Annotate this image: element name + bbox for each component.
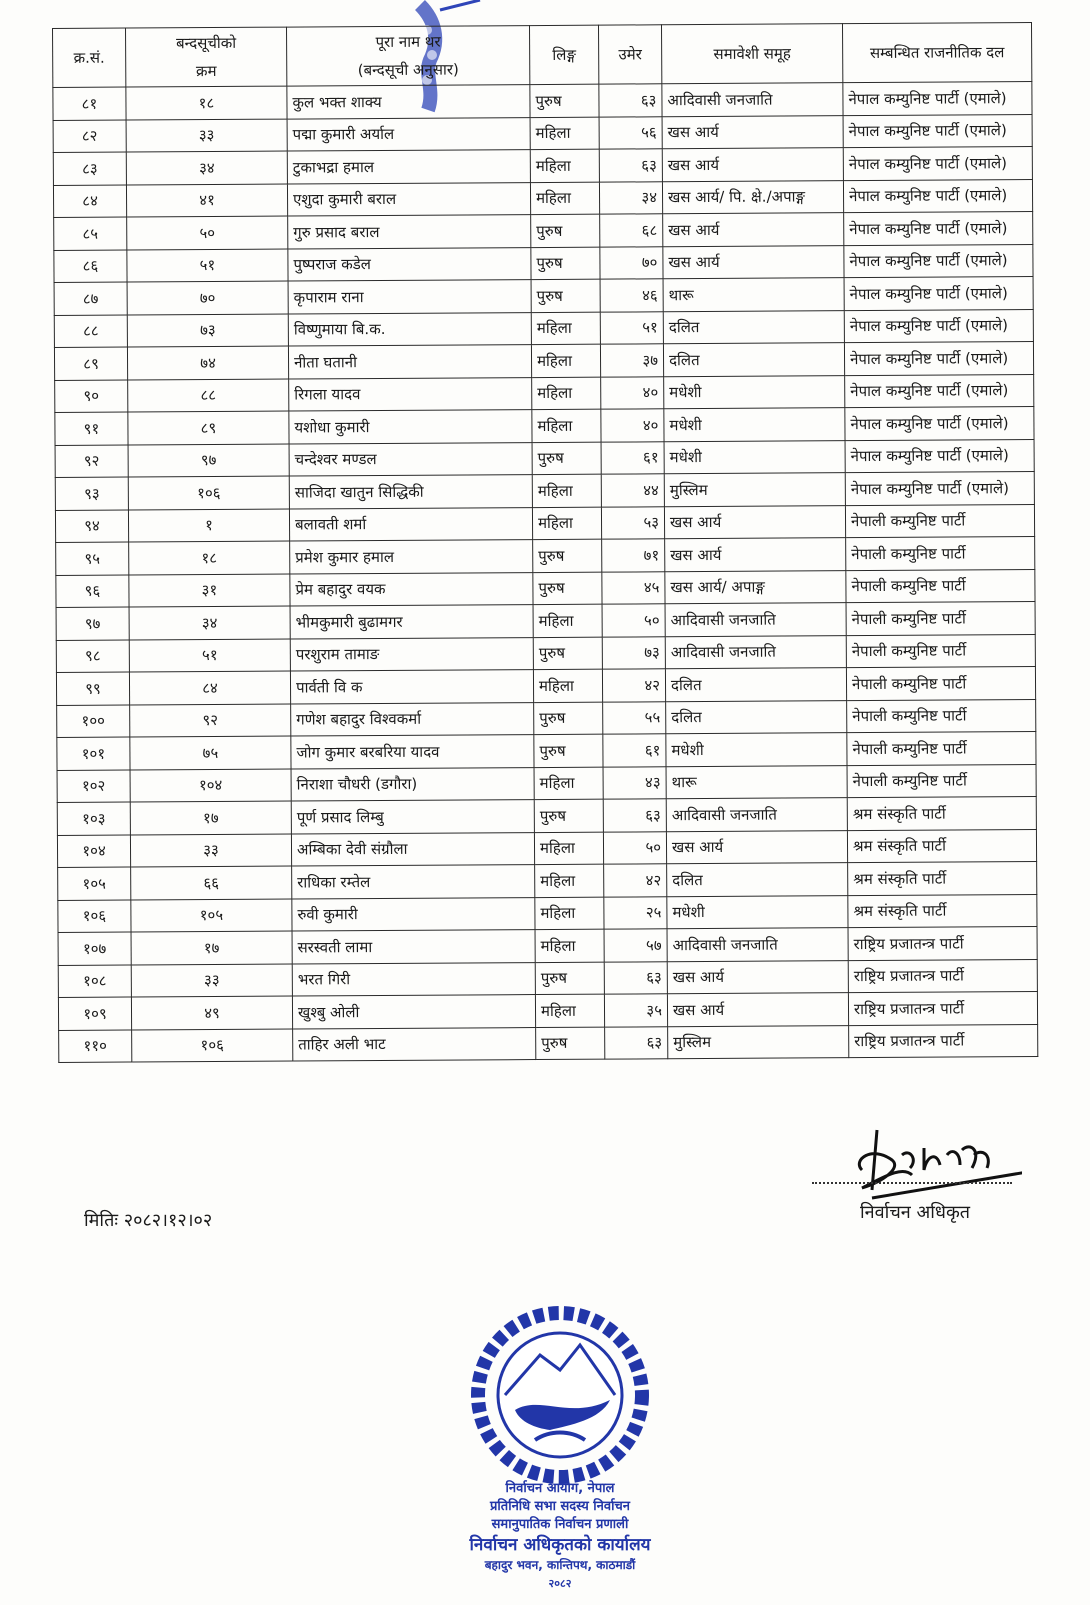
cell-closed-list-order: ७४ [127,346,288,379]
seal-text-line-6: २०८२ [548,1577,572,1590]
candidate-closed-list-table [52,22,1038,1063]
cell-serial: ८३ [53,152,126,185]
table-header-row [53,23,1032,88]
cell-political-party: श्रम संस्कृति पार्टी [847,797,1036,831]
cell-serial: १०९ [58,997,131,1030]
cell-gender: पुरुष [533,539,602,572]
cell-political-party: राष्ट्रिय प्रजातन्त्र पार्टी [848,959,1037,993]
office-seal [460,1300,660,1600]
cell-full-name: नीता घतानी [288,345,531,379]
cell-political-party: नेपाल कम्युनिष्ट पार्टी (एमाले) [845,439,1034,473]
cell-inclusive-group: खस आर्य/ पि. क्षे./अपाङ्ग [662,180,843,214]
cell-closed-list-order: ३३ [126,119,287,152]
cell-political-party: नेपाल कम्युनिष्ट पार्टी (एमाले) [844,342,1033,376]
cell-full-name: पूर्ण प्रसाद लिम्बु [291,800,534,834]
cell-inclusive-group: खस आर्य [664,505,845,539]
cell-full-name: प्रेम बहादुर वयक [290,572,533,606]
cell-serial: ९८ [56,640,129,673]
cell-age: ४२ [604,864,667,897]
signatory-title: निर्वाचन अधिकृत [860,1202,971,1223]
cell-serial: ८५ [54,217,127,250]
cell-inclusive-group: आदिवासी जनजाति [666,798,847,832]
cell-political-party: नेपाली कम्युनिष्ट पार्टी [846,537,1035,571]
cell-political-party: नेपाल कम्युनिष्ट पार्टी (एमाले) [843,147,1032,181]
seal-text-line-3: समानुपातिक निर्वाचन प्रणाली [491,1517,629,1532]
cell-closed-list-order: ३४ [126,151,287,184]
cell-age: ४४ [601,474,664,507]
handwritten-signature [832,1120,1022,1200]
table-body [53,82,1038,1063]
cell-political-party: नेपाली कम्युनिष्ट पार्टी [847,699,1036,733]
cell-gender: महिला [532,409,601,442]
header-age: उमेर [598,25,661,84]
cell-serial: १०० [57,705,130,738]
cell-political-party: नेपाल कम्युनिष्ट पार्टी (एमाले) [843,114,1032,148]
cell-political-party: नेपाली कम्युनिष्ट पार्टी [847,764,1036,798]
cell-political-party: नेपाली कम्युनिष्ट पार्टी [847,732,1036,766]
cell-full-name: जोग कुमार बरबरिया यादव [291,735,534,769]
cell-closed-list-order: ७० [127,281,288,314]
cell-inclusive-group: मुस्लिम [668,1025,849,1059]
cell-gender: महिला [530,149,599,182]
cell-closed-list-order: ४१ [126,184,287,217]
cell-full-name: पार्वती वि क [290,670,533,704]
cell-serial: १०६ [58,900,131,933]
cell-serial: ९६ [56,575,129,608]
cell-serial: ११० [59,1030,132,1063]
cell-serial: ९५ [56,542,129,575]
cell-closed-list-order: १०६ [132,1029,293,1062]
cell-serial: ८८ [54,315,127,348]
cell-full-name: एशुदा कुमारी बराल [287,182,530,216]
cell-full-name: रुवी कुमारी [292,897,535,931]
cell-age: ४२ [602,669,665,702]
cell-full-name: कुल भक्त शाक्य [287,85,530,119]
cell-full-name: अम्बिका देवी संग्रौला [291,832,534,866]
cell-gender: पुरुष [533,572,602,605]
cell-inclusive-group: मुस्लिम [664,473,845,507]
cell-gender: पुरुष [536,1027,605,1060]
cell-inclusive-group: मधेशी [664,440,845,474]
cell-full-name: पुष्पराज कडेल [288,247,531,281]
header-inclusive-group: समावेशी समूह [661,24,842,84]
cell-gender: पुरुष [531,279,600,312]
cell-full-name: विष्णुमाया बि.क. [288,312,531,346]
cell-political-party: नेपाल कम्युनिष्ट पार्टी (एमाले) [845,472,1034,506]
cell-closed-list-order: ३३ [130,834,291,867]
date-value: २०८२।१२।०२ [123,1210,213,1231]
cell-full-name: प्रमेश कुमार हमाल [290,540,533,574]
cell-closed-list-order: ५१ [127,249,288,282]
cell-serial: ८२ [53,120,126,153]
cell-serial: ९४ [55,510,128,543]
cell-serial: १०३ [57,802,130,835]
cell-serial: ९७ [56,607,129,640]
cell-closed-list-order: ५० [127,216,288,249]
cell-age: ५७ [604,929,667,962]
cell-closed-list-order: ४९ [131,996,292,1029]
cell-political-party: नेपाल कम्युनिष्ट पार्टी (एमाले) [843,179,1032,213]
cell-closed-list-order: १८ [126,86,287,119]
cell-political-party: नेपाली कम्युनिष्ट पार्टी [845,504,1034,538]
cell-closed-list-order: १०५ [131,899,292,932]
cell-age: ५५ [603,701,666,734]
cell-closed-list-order: १ [128,509,289,542]
cell-full-name: गुरु प्रसाद बराल [288,215,531,249]
cell-closed-list-order: ९२ [130,704,291,737]
signature-line [812,1182,1012,1184]
cell-age: ६३ [599,149,662,182]
cell-age: ६१ [603,734,666,767]
cell-full-name: खुश्बु ओली [292,995,535,1029]
cell-closed-list-order: ६६ [131,866,292,899]
cell-serial: १०८ [58,965,131,998]
cell-political-party: नेपाल कम्युनिष्ट पार्टी (एमाले) [843,82,1032,116]
cell-inclusive-group: मधेशी [664,408,845,442]
cell-closed-list-order: १७ [130,801,291,834]
cell-closed-list-order: १०४ [130,769,291,802]
cell-age: ६३ [605,1026,668,1059]
cell-age: ६३ [603,799,666,832]
cell-gender: पुरुष [534,734,603,767]
cell-inclusive-group: दलित [666,700,847,734]
cell-age: ४० [601,376,664,409]
cell-age: ७० [600,246,663,279]
cell-inclusive-group: खस आर्य [663,213,844,247]
cell-serial: १०१ [57,737,130,770]
cell-serial: ८७ [54,282,127,315]
cell-age: ६३ [599,84,662,117]
cell-inclusive-group: मधेशी [664,375,845,409]
cell-inclusive-group: खस आर्य [662,148,843,182]
cell-serial: ९० [55,380,128,413]
cell-inclusive-group: खस आर्य [666,830,847,864]
cell-full-name: कृपाराम राना [288,280,531,314]
cell-inclusive-group: खस आर्य/ अपाङ्ग [665,570,846,604]
cell-full-name: परशुराम तामाङ [290,637,533,671]
header-gender: लिङ्ग [529,25,598,84]
cell-inclusive-group: मधेशी [667,895,848,929]
cell-age: ७१ [602,539,665,572]
seal-text-line-1: निर्वाचन आयोग, नेपाल [505,1481,615,1496]
cell-age: ३५ [604,994,667,1027]
cell-gender: पुरुष [531,247,600,280]
cell-political-party: नेपाली कम्युनिष्ट पार्टी [846,634,1035,668]
cell-inclusive-group: थारू [663,278,844,312]
cell-full-name: भीमकुमारी बुढामगर [290,605,533,639]
cell-serial: ९३ [55,477,128,510]
cell-full-name: सरस्वती लामा [292,930,535,964]
cell-political-party: नेपाल कम्युनिष्ट पार्टी (एमाले) [845,407,1034,441]
cell-inclusive-group: दलित [663,310,844,344]
cell-age: ५३ [601,506,664,539]
date-label: मितिः [84,1210,118,1231]
cell-serial: ९२ [55,445,128,478]
cell-gender: पुरुष [531,214,600,247]
table-row [59,1024,1038,1062]
cell-gender: महिला [532,474,601,507]
cell-gender: महिला [535,864,604,897]
cell-age: २५ [604,896,667,929]
cell-political-party: श्रम संस्कृति पार्टी [848,894,1037,928]
cell-gender: महिला [533,604,602,637]
seal-text-line-4: निर्वाचन अधिकृतको कार्यालय [469,1535,651,1555]
cell-serial: ९१ [55,412,128,445]
cell-age: ५१ [600,311,663,344]
cell-inclusive-group: खस आर्य [667,993,848,1027]
cell-closed-list-order: ५१ [129,639,290,672]
cell-age: ७३ [602,636,665,669]
cell-serial: १०२ [57,770,130,803]
cell-age: ३४ [599,181,662,214]
cell-closed-list-order: ८४ [129,671,290,704]
cell-political-party: श्रम संस्कृति पार्टी [847,829,1036,863]
cell-inclusive-group: आदिवासी जनजाति [665,603,846,637]
cell-political-party: राष्ट्रिय प्रजातन्त्र पार्टी [848,926,1037,960]
cell-full-name: ताहिर अली भाट [293,1027,536,1061]
cell-full-name: गणेश बहादुर विश्वकर्मा [291,702,534,736]
cell-gender: महिला [535,994,604,1027]
cell-closed-list-order: १७ [131,931,292,964]
cell-political-party: नेपाल कम्युनिष्ट पार्टी (एमाले) [845,374,1034,408]
cell-serial: ८१ [53,87,126,120]
cell-gender: पुरुष [535,962,604,995]
cell-age: ४६ [600,279,663,312]
cell-inclusive-group: आदिवासी जनजाति [662,83,843,117]
cell-closed-list-order: ३३ [131,964,292,997]
cell-closed-list-order: ७३ [127,314,288,347]
cell-closed-list-order: ७५ [130,736,291,769]
cell-serial: ८९ [54,347,127,380]
cell-age: ६८ [600,214,663,247]
cell-gender: पुरुष [534,702,603,735]
cell-gender: महिला [532,377,601,410]
cell-age: ४५ [602,571,665,604]
cell-serial: १०४ [57,835,130,868]
cell-gender: पुरुष [533,637,602,670]
seal-text-line-2: प्रतिनिधि सभा सदस्य निर्वाचन [490,1499,630,1514]
cell-inclusive-group: आदिवासी जनजाति [665,635,846,669]
cell-full-name: राधिका रम्तेल [292,865,535,899]
cell-gender: महिला [534,832,603,865]
cell-age: ३७ [600,344,663,377]
cell-gender: महिला [535,929,604,962]
cell-inclusive-group: खस आर्य [665,538,846,572]
cell-full-name: टुकाभद्रा हमाल [287,150,530,184]
cell-political-party: नेपाल कम्युनिष्ट पार्टी (एमाले) [844,212,1033,246]
cell-age: ५० [602,604,665,637]
cell-serial: १०५ [58,867,131,900]
cell-age: ५६ [599,116,662,149]
seal-text-line-5: बहादुर भवन, कान्तिपथ, काठमाडौं [484,1558,636,1572]
signature-block [812,1120,1012,1230]
cell-full-name: भरत गिरी [292,962,535,996]
cell-closed-list-order: ८९ [128,411,289,444]
cell-serial: ८४ [53,185,126,218]
seal-emblem [460,1300,660,1490]
cell-closed-list-order: ३४ [129,606,290,639]
header-closed-list-order: बन्दसूचीको क्रम [126,27,287,87]
header-full-name: पूरा नाम थर (बन्दसूची अनुसार) [286,26,529,86]
cell-political-party: नेपाली कम्युनिष्ट पार्टी [846,602,1035,636]
cell-age: ५० [603,831,666,864]
cell-full-name: यशोधा कुमारी [289,410,532,444]
cell-gender: महिला [531,312,600,345]
cell-inclusive-group: खस आर्य [663,245,844,279]
cell-inclusive-group: दलित [663,343,844,377]
cell-gender: पुरुष [530,84,599,117]
cell-closed-list-order: १८ [129,541,290,574]
cell-gender: पुरुष [534,799,603,832]
header-political-party: सम्बन्धित राजनीतिक दल [842,23,1031,83]
cell-serial: ९९ [56,672,129,705]
cell-political-party: राष्ट्रिय प्रजातन्त्र पार्टी [849,1024,1038,1058]
cell-political-party: राष्ट्रिय प्रजातन्त्र पार्टी [848,991,1037,1025]
cell-inclusive-group: खस आर्य [662,115,843,149]
cell-inclusive-group: दलित [667,863,848,897]
document-date [84,1208,212,1232]
cell-gender: महिला [530,117,599,150]
cell-full-name: रिगला यादव [289,377,532,411]
cell-serial: ८६ [54,250,127,283]
cell-closed-list-order: ९७ [128,444,289,477]
cell-full-name: पद्मा कुमारी अर्याल [287,117,530,151]
cell-full-name: साजिदा खातुन सिद्धिकी [289,475,532,509]
cell-political-party: नेपाल कम्युनिष्ट पार्टी (एमाले) [844,277,1033,311]
cell-political-party: श्रम संस्कृति पार्टी [848,862,1037,896]
cell-inclusive-group: थारू [666,765,847,799]
cell-full-name: बलावती शर्मा [289,507,532,541]
cell-political-party: नेपाल कम्युनिष्ट पार्टी (एमाले) [844,309,1033,343]
cell-inclusive-group: आदिवासी जनजाति [667,928,848,962]
cell-closed-list-order: ३१ [129,574,290,607]
cell-inclusive-group: मधेशी [666,733,847,767]
cell-gender: महिला [535,897,604,930]
header-serial: क्र.सं. [53,28,126,87]
cell-full-name: चन्देश्वर मण्डल [289,442,532,476]
cell-age: ६१ [601,441,664,474]
cell-age: ६३ [604,961,667,994]
cell-gender: महिला [532,507,601,540]
cell-gender: महिला [534,767,603,800]
cell-inclusive-group: खस आर्य [667,960,848,994]
cell-gender: महिला [531,344,600,377]
cell-inclusive-group: दलित [665,668,846,702]
cell-gender: महिला [533,669,602,702]
cell-political-party: नेपाल कम्युनिष्ट पार्टी (एमाले) [844,244,1033,278]
cell-political-party: नेपाली कम्युनिष्ट पार्टी [846,667,1035,701]
cell-closed-list-order: १०६ [128,476,289,509]
cell-age: ४० [601,409,664,442]
cell-closed-list-order: ८८ [128,379,289,412]
cell-full-name: निराशा चौधरी (डगौरा) [291,767,534,801]
cell-age: ४३ [603,766,666,799]
cell-gender: महिला [530,182,599,215]
cell-political-party: नेपाली कम्युनिष्ट पार्टी [846,569,1035,603]
cell-gender: पुरुष [532,442,601,475]
cell-serial: १०७ [58,932,131,965]
